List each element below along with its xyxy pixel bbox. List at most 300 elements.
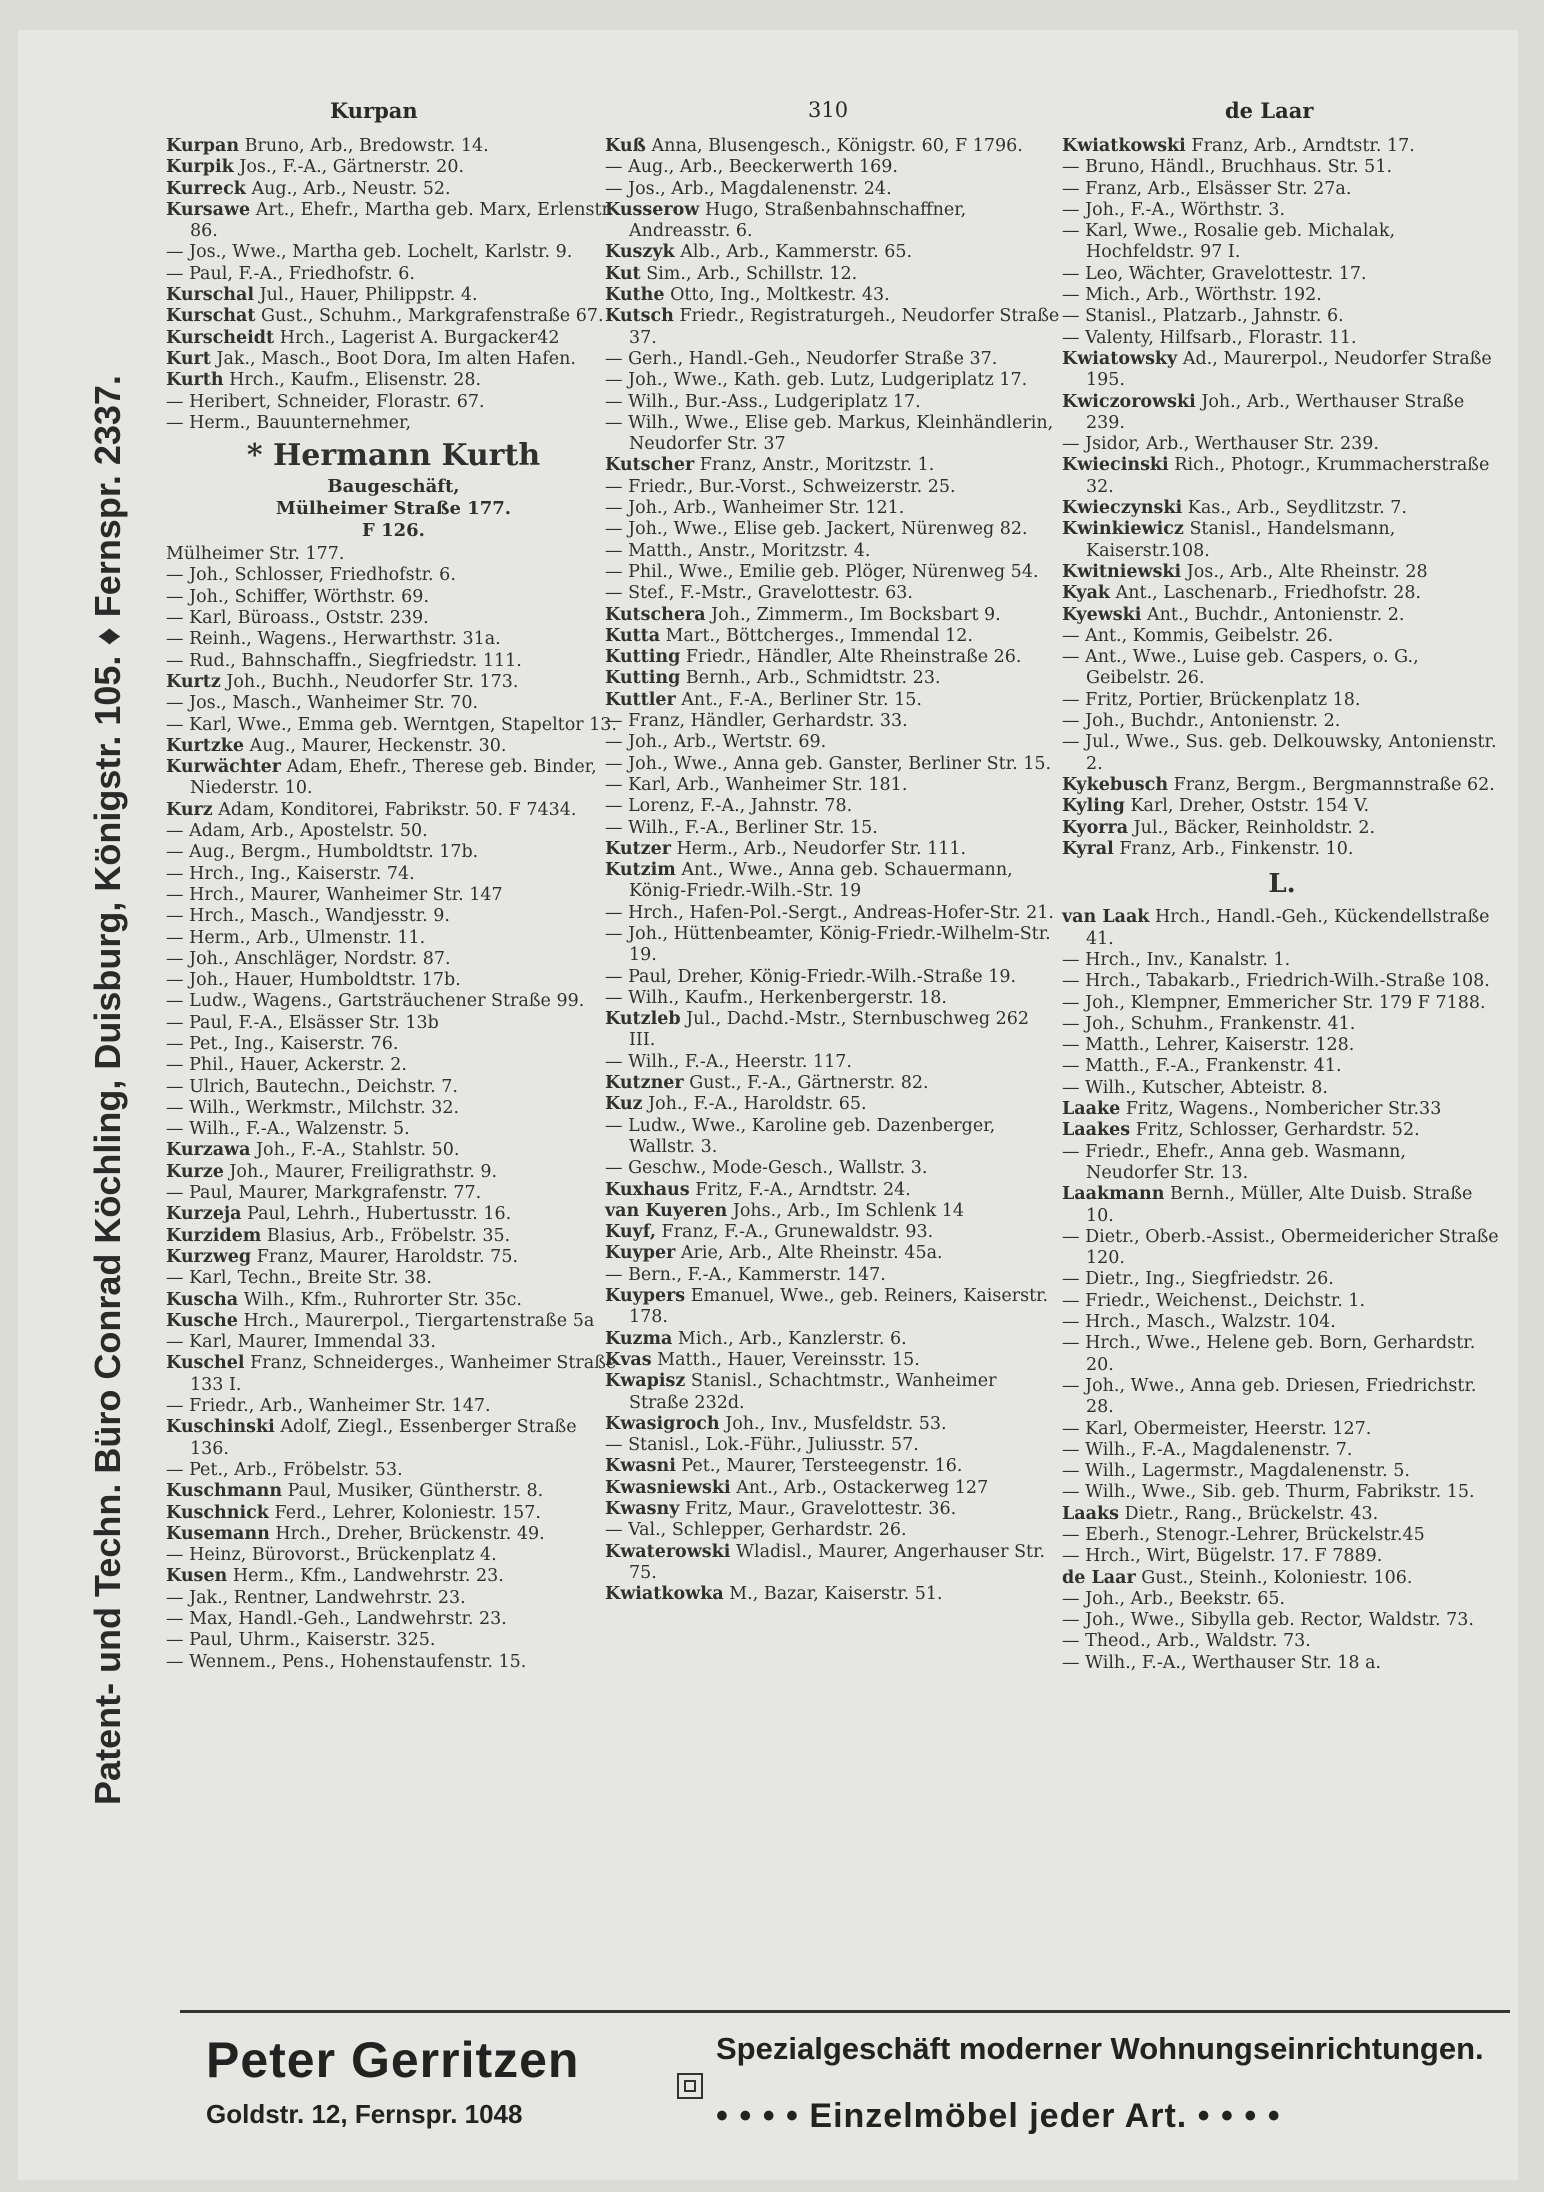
entry-details: — Leo, Wächter, Gravelottestr. 17. — [1062, 263, 1367, 284]
entry-surname: Kurz — [166, 799, 213, 820]
running-head-left: Kurpan — [330, 98, 418, 123]
directory-entry — [1062, 1419, 1502, 1440]
entry-surname: Kwiatowsky — [1062, 348, 1178, 369]
directory-entry — [1062, 1056, 1502, 1077]
entry-surname: Kyral — [1062, 838, 1114, 859]
directory-entry — [166, 672, 621, 693]
directory-entry — [1062, 306, 1502, 327]
entry-details: — Wilh., F.-A., Werthauser Str. 18 a. — [1062, 1652, 1382, 1673]
directory-entry — [1062, 583, 1502, 604]
entry-surname: Kuschinski — [166, 1417, 275, 1438]
entry-details: Fritz, Maur., Gravelottestr. 36. — [684, 1499, 957, 1519]
directory-entry — [1062, 200, 1502, 221]
directory-entry — [166, 885, 621, 906]
directory-entry — [166, 608, 621, 629]
directory-entry — [1062, 1333, 1502, 1376]
entry-details: Joh., Inv., Musfeldstr. 53. — [725, 1413, 947, 1434]
entry-details: Fritz, F.-A., Arndtstr. 24. — [695, 1179, 911, 1200]
entry-details: — Hrch., Masch., Walzstr. 104. — [1062, 1312, 1336, 1333]
entry-details: — Karl, Obermeister, Heerstr. 127. — [1062, 1418, 1372, 1439]
entry-details: — Eberh., Stenogr.-Lehrer, Brückelstr.45 — [1062, 1525, 1425, 1545]
entry-surname: Kurzawa — [166, 1140, 251, 1161]
directory-entry — [605, 1201, 1060, 1222]
directory-entry — [605, 157, 1060, 178]
directory-entry — [605, 392, 1060, 413]
entry-details: — Herm., Arb., Ulmenstr. 11. — [166, 927, 426, 948]
directory-entry — [605, 370, 1060, 391]
entry-details: Joh., Buchh., Neudorfer Str. 173. — [226, 671, 519, 692]
directory-entry — [605, 136, 1060, 157]
directory-entry — [605, 498, 1060, 519]
entry-surname: Kurtzke — [166, 735, 245, 756]
directory-entry — [1062, 1631, 1502, 1652]
entry-details: Stanisl., Handelsmann, Kaiserstr.108. — [1086, 519, 1396, 561]
directory-entry — [1062, 950, 1502, 971]
entry-details: — Wilh., Wwe., Elise geb. Markus, Kleinhändlerin, Neudorfer Str. 37 — [605, 412, 1054, 455]
entry-surname: Kwasni — [605, 1456, 676, 1477]
directory-entry — [166, 1353, 621, 1396]
entry-details: Hrch., Lagerist A. Burgacker42 — [279, 327, 560, 348]
entry-surname: Kutzim — [605, 860, 676, 881]
directory-entry — [166, 1034, 621, 1055]
entry-details: — Joh., Wwe., Sibylla geb. Rector, Waldstr. 73. — [1062, 1610, 1474, 1631]
entry-details: — Dietr., Ing., Siegfriedstr. 26. — [1062, 1269, 1334, 1290]
directory-entry — [166, 1566, 621, 1587]
entry-details: — Hrch., Wwe., Helene geb. Born, Gerhardstr. 20. — [1062, 1333, 1476, 1375]
entry-surname: Kuz — [605, 1094, 643, 1115]
entry-details: Ant., Arb., Ostackerweg 127 — [736, 1477, 989, 1498]
directory-entry — [605, 754, 1060, 775]
directory-entry — [1062, 732, 1502, 775]
entry-details: — Hrch., Ing., Kaiserstr. 74. — [166, 863, 415, 884]
entry-details: Art., Ehefr., Martha geb. Marx, Erlenstr. 86. — [190, 199, 614, 242]
entry-details: — Joh., Hauer, Humboldtstr. 17b. — [166, 970, 461, 991]
directory-entry — [1062, 157, 1502, 178]
directory-entry — [166, 1268, 621, 1289]
directory-entry — [166, 349, 621, 370]
directory-entry — [1062, 519, 1502, 562]
entry-surname: Kut — [605, 263, 641, 284]
directory-entry — [1062, 1078, 1502, 1099]
entry-details: — Ludw., Wwe., Karoline geb. Dazenberger, Wallstr. 3. — [605, 1115, 996, 1157]
entry-details: Kas., Arb., Seydlitzstr. 7. — [1187, 498, 1407, 519]
entry-surname: Kvas — [605, 1349, 652, 1370]
entry-details: Gust., Schuhm., Markgrafenstraße 67. — [261, 306, 604, 327]
directory-entry — [1062, 796, 1502, 817]
entry-details: — Friedr., Bur.-Vorst., Schweizerstr. 25. — [605, 476, 956, 497]
entry-surname: Kuß — [605, 136, 646, 156]
directory-entry — [605, 1456, 1060, 1477]
entry-details: — Wilh., Kaufm., Herkenbergerstr. 18. — [605, 987, 947, 1008]
column-1 — [166, 136, 621, 1673]
entry-surname: Kurth — [166, 370, 224, 391]
directory-entry — [1062, 455, 1502, 498]
directory-entry — [166, 1503, 621, 1524]
entry-details: — Friedr., Ehefr., Anna geb. Wasmann, Neudorfer Str. 13. — [1062, 1141, 1406, 1183]
directory-entry — [1062, 264, 1502, 285]
entry-details: Jos., Arb., Alte Rheinstr. 28 — [1186, 561, 1428, 582]
entry-surname: Kurpik — [166, 157, 234, 178]
directory-entry — [166, 1055, 621, 1076]
directory-entry — [605, 1009, 1060, 1052]
entry-details: — Joh., Schlosser, Friedhofstr. 6. — [166, 565, 456, 586]
directory-entry — [605, 839, 1060, 860]
directory-entry — [166, 200, 621, 243]
directory-entry — [1062, 328, 1502, 349]
entry-details: — Matth., Anstr., Moritzstr. 4. — [605, 540, 871, 561]
directory-entry — [166, 1630, 621, 1651]
entry-details: Paul, Lehrh., Hubertusstr. 16. — [247, 1204, 512, 1225]
entry-surname: Kuyper — [605, 1243, 676, 1264]
directory-entry — [166, 544, 621, 565]
entry-details: — Hrch., Inv., Kanalstr. 1. — [1062, 949, 1291, 970]
directory-entry — [166, 1417, 621, 1460]
entry-details: Mart., Böttcherges., Immendal 12. — [665, 625, 973, 646]
entry-details: — Joh., Schuhm., Frankenstr. 41. — [1062, 1013, 1356, 1034]
directory-entry — [166, 587, 621, 608]
directory-entry — [166, 1098, 621, 1119]
entry-details: — Wilh., F.-A., Magdalenenstr. 7. — [1062, 1439, 1353, 1460]
directory-entry — [605, 179, 1060, 200]
directory-entry — [166, 157, 621, 178]
entry-surname: Kutzleb — [605, 1009, 681, 1030]
directory-entry — [1062, 818, 1502, 839]
entry-details: — Friedr., Arb., Wanheimer Str. 147. — [166, 1396, 491, 1417]
entry-surname: Kutzner — [605, 1073, 684, 1094]
entry-details: M., Bazar, Kaiserstr. 51. — [729, 1584, 943, 1605]
directory-entry — [605, 860, 1060, 903]
directory-entry — [605, 306, 1060, 349]
entry-details: — Hrch., Maurer, Wanheimer Str. 147 — [166, 884, 503, 905]
entry-details: Hrch., Dreher, Brückenstr. 49. — [275, 1523, 545, 1544]
directory-entry — [605, 1414, 1060, 1435]
entry-surname: Kurt — [166, 348, 211, 369]
entry-details: — Friedr., Weichenst., Deichstr. 1. — [1062, 1290, 1366, 1311]
directory-entry — [605, 1243, 1060, 1264]
entry-details: Matth., Hauer, Vereinsstr. 15. — [657, 1349, 920, 1370]
directory-entry — [166, 821, 621, 842]
entry-details: Adam, Ehefr., Therese geb. Binder, Niederstr. 10. — [190, 757, 597, 799]
entry-details: — Joh., Wwe., Kath. geb. Lutz, Ludgeriplatz 17. — [605, 370, 1028, 391]
entry-details: — Lorenz, F.-A., Jahnstr. 78. — [605, 796, 853, 817]
entry-surname: Laakes — [1062, 1120, 1131, 1141]
directory-entry — [605, 796, 1060, 817]
directory-entry — [605, 285, 1060, 306]
entry-details: — Hrch., Masch., Wandjesstr. 9. — [166, 906, 450, 927]
directory-entry — [605, 349, 1060, 370]
ad-specialty: Spezialgeschäft moderner Wohnungseinrichtungen. — [716, 2031, 1484, 2066]
entry-details: Joh., Zimmerm., Im Bocksbart 9. — [711, 604, 1001, 625]
entry-details: — Paul, F.-A., Elsässer Str. 13b — [166, 1012, 439, 1033]
entry-details: Rich., Photogr., Krummacherstraße 32. — [1086, 455, 1490, 497]
entry-surname: Laaks — [1062, 1503, 1119, 1524]
directory-entry — [166, 906, 621, 927]
entry-details: Fritz, Schlosser, Gerhardstr. 52. — [1135, 1120, 1420, 1141]
entry-surname: Kwasniewski — [605, 1477, 731, 1498]
directory-entry — [605, 732, 1060, 753]
directory-entry — [1062, 993, 1502, 1014]
entry-details: — Dietr., Oberb.-Assist., Obermeidericher Straße 120. — [1062, 1226, 1499, 1269]
entry-surname: Kuypers — [605, 1286, 686, 1307]
entry-details: Adolf, Ziegl., Essenberger Straße 136. — [190, 1417, 577, 1459]
entry-surname: Kwiczorowski — [1062, 391, 1196, 412]
directory-entry — [166, 1183, 621, 1204]
entry-details: — Stef., F.-Mstr., Gravelottestr. 63. — [605, 583, 913, 604]
page-number: 310 — [808, 98, 849, 122]
directory-entry — [1062, 971, 1502, 992]
entry-details: — Stanisl., Platzarb., Jahnstr. 6. — [1062, 306, 1344, 327]
entry-surname: Kurtz — [166, 671, 221, 692]
directory-entry — [1062, 285, 1502, 306]
entry-surname: Kwitniewski — [1062, 561, 1182, 582]
directory-entry — [166, 242, 621, 263]
entry-surname: Kwiecinski — [1062, 455, 1169, 476]
directory-entry — [166, 306, 621, 327]
entry-details: Ad., Maurerpol., Neudorfer Straße 195. — [1086, 348, 1492, 391]
entry-surname: Kurzeja — [166, 1204, 242, 1225]
entry-surname: Kuszyk — [605, 242, 675, 263]
entry-details: Mich., Arb., Kanzlerstr. 6. — [677, 1328, 907, 1349]
directory-entry — [166, 800, 621, 821]
entry-details: — Paul, Dreher, König-Friedr.-Wilh.-Straße 19. — [605, 966, 1017, 987]
entry-details: — Wilh., F.-A., Berliner Str. 15. — [605, 817, 878, 838]
directory-entry — [166, 949, 621, 970]
directory-entry — [166, 1545, 621, 1566]
entry-details: — Reinh., Wagens., Herwarthstr. 31a. — [166, 629, 501, 650]
entry-details: — Wilh., F.-A., Heerstr. 117. — [605, 1051, 852, 1072]
directory-entry — [166, 1652, 621, 1673]
entry-surname: Kuyf, — [605, 1222, 656, 1243]
ad-tagline: • • • • Einzelmöbel jeder Art. • • • • — [716, 2097, 1281, 2135]
entry-details: Dietr., Rang., Brückelstr. 43. — [1124, 1503, 1379, 1524]
entry-details: Bernh., Müller, Alte Duisb. Straße 10. — [1086, 1184, 1473, 1226]
ornament-icon — [677, 2073, 703, 2099]
entry-details: Gust., F.-A., Gärtnerstr. 82. — [689, 1073, 929, 1094]
directory-entry — [605, 1116, 1060, 1159]
directory-entry — [166, 1077, 621, 1098]
entry-details: — Valenty, Hilfsarb., Florastr. 11. — [1062, 327, 1357, 348]
directory-entry — [605, 519, 1060, 540]
directory-entry — [166, 991, 621, 1012]
entry-details: Franz, Maurer, Haroldstr. 75. — [256, 1246, 519, 1267]
entry-details: Arie, Arb., Alte Rheinstr. 45a. — [680, 1243, 943, 1264]
entry-details: — Pet., Ing., Kaiserstr. 76. — [166, 1033, 399, 1054]
entry-details: — Karl, Büroass., Oststr. 239. — [166, 608, 429, 629]
entry-details: Aug., Arb., Neustr. 52. — [251, 178, 451, 199]
directory-entry — [166, 1609, 621, 1630]
directory-entry — [166, 757, 621, 800]
directory-entry — [166, 285, 621, 306]
directory-entry — [1062, 626, 1502, 647]
directory-entry — [1062, 1142, 1502, 1185]
entry-details: — Wilh., F.-A., Walzenstr. 5. — [166, 1119, 410, 1140]
directory-entry — [1062, 1482, 1502, 1503]
directory-entry — [166, 1311, 621, 1332]
entry-details: — Jul., Wwe., Sus. geb. Delkouwsky, Antonienstr. 2. — [1062, 732, 1497, 774]
directory-entry — [1062, 349, 1502, 392]
entry-details: — Heribert, Schneider, Florastr. 67. — [166, 391, 485, 412]
directory-entry — [605, 690, 1060, 711]
directory-entry — [1062, 907, 1502, 950]
entry-details: — Fritz, Portier, Brückenplatz 18. — [1062, 689, 1361, 710]
inline-advertisement — [166, 436, 621, 542]
directory-entry — [1062, 562, 1502, 583]
entry-details: — Karl, Arb., Wanheimer Str. 181. — [605, 774, 908, 795]
entry-surname: Kurzidem — [166, 1225, 262, 1246]
entry-surname: Kursawe — [166, 199, 251, 220]
directory-entry — [605, 967, 1060, 988]
directory-entry — [605, 1052, 1060, 1073]
directory-entry — [1062, 1504, 1502, 1525]
entry-details: — Matth., F.-A., Frankenstr. 41. — [1062, 1056, 1342, 1077]
directory-entry — [605, 1499, 1060, 1520]
entry-details: Gust., Steinh., Koloniestr. 106. — [1141, 1567, 1413, 1588]
entry-surname: Kwiatkowka — [605, 1584, 724, 1605]
entry-details: — Jsidor, Arb., Werthauser Str. 239. — [1062, 434, 1379, 455]
entry-details: — Joh., Anschläger, Nordstr. 87. — [166, 948, 451, 969]
bottom-advertisement — [180, 2010, 1510, 2153]
entry-details: Jul., Hauer, Philippstr. 4. — [259, 285, 478, 306]
directory-entry — [605, 1286, 1060, 1329]
entry-details: — Ant., Kommis, Geibelstr. 26. — [1062, 625, 1334, 646]
entry-details: Franz, Arb., Arndtstr. 17. — [1191, 136, 1415, 156]
entry-surname: Kusche — [166, 1310, 238, 1331]
directory-entry — [605, 647, 1060, 668]
directory-entry — [605, 626, 1060, 647]
entry-surname: Kuschnick — [166, 1502, 269, 1523]
directory-entry — [1062, 605, 1502, 626]
entry-details: Hrch., Kaufm., Elisenstr. 28. — [229, 370, 482, 391]
entry-details: Adam, Konditorei, Fabrikstr. 50. F 7434. — [218, 799, 577, 820]
entry-details: Paul, Musiker, Güntherstr. 8. — [287, 1481, 544, 1502]
entry-surname: Kuttler — [605, 689, 676, 710]
entry-details: — Paul, Maurer, Markgrafenstr. 77. — [166, 1183, 482, 1204]
entry-surname: Kurwächter — [166, 757, 281, 778]
entry-details: — Franz, Händler, Gerhardstr. 33. — [605, 711, 908, 732]
entry-details: — Joh., Schiffer, Wörthstr. 69. — [166, 586, 430, 607]
directory-entry — [166, 1140, 621, 1161]
directory-entry — [1062, 434, 1502, 455]
directory-entry — [605, 1180, 1060, 1201]
entry-details: — Jos., Arb., Magdalenenstr. 24. — [605, 178, 892, 199]
directory-entry — [166, 264, 621, 285]
entry-details: — Joh., Buchdr., Antonienstr. 2. — [1062, 711, 1341, 732]
entry-details: — Wilh., Lagermstr., Magdalenenstr. 5. — [1062, 1461, 1410, 1482]
entry-details: — Ant., Wwe., Luise geb. Caspers, o. G., Geibelstr. 26. — [1062, 647, 1419, 689]
directory-entry — [605, 924, 1060, 967]
entry-details: — Hrch., Hafen-Pol.-Sergt., Andreas-Hofer-Str. 21. — [605, 902, 1054, 923]
entry-details: Hrch., Maurerpol., Tiergartenstraße 5a — [243, 1310, 595, 1331]
directory-entry — [166, 1332, 621, 1353]
entry-details: — Rud., Bahnschaffn., Siegfriedstr. 111. — [166, 650, 522, 671]
entry-details: — Karl, Wwe., Rosalie geb. Michalak, Hochfeldstr. 97 I. — [1062, 221, 1396, 263]
directory-entry — [605, 1158, 1060, 1179]
entry-details: — Theod., Arb., Waldstr. 73. — [1062, 1631, 1311, 1652]
entry-surname: Kutting — [605, 668, 681, 689]
directory-entry — [1062, 1546, 1502, 1567]
entry-details: Johs., Arb., Im Schlenk 14 — [732, 1200, 965, 1221]
entry-surname: Kuschmann — [166, 1481, 283, 1502]
directory-entry — [605, 562, 1060, 583]
entry-surname: Kusemann — [166, 1523, 270, 1544]
directory-entry — [1062, 1269, 1502, 1290]
entry-details: — Jak., Rentner, Landwehrstr. 23. — [166, 1587, 466, 1608]
entry-details: — Joh., Arb., Wanheimer Str. 121. — [605, 498, 905, 519]
entry-details: — Karl, Techn., Breite Str. 38. — [166, 1268, 432, 1289]
directory-entry — [1062, 1014, 1502, 1035]
entry-details: — Aug., Arb., Beeckerwerth 169. — [605, 157, 898, 178]
directory-entry — [1062, 647, 1502, 690]
entry-details: Wladisl., Maurer, Angerhauser Str. 75. — [629, 1541, 1046, 1583]
entry-details: — Bruno, Händl., Bruchhaus. Str. 51. — [1062, 157, 1393, 178]
entry-details: Blasius, Arb., Fröbelstr. 35. — [266, 1225, 511, 1246]
directory-entry — [166, 1460, 621, 1481]
directory-entry — [605, 477, 1060, 498]
entry-details: Mülheimer Str. 177. — [166, 544, 345, 565]
directory-entry — [1062, 392, 1502, 435]
entry-details: Hugo, Straßenbahnschaffner, Andreasstr. 6. — [629, 199, 967, 242]
directory-entry — [605, 1094, 1060, 1115]
directory-entry — [166, 1204, 621, 1225]
directory-entry — [1062, 1653, 1502, 1674]
entry-surname: Laake — [1062, 1099, 1121, 1120]
entry-surname: Kutsch — [605, 306, 674, 327]
directory-entry — [605, 1371, 1060, 1414]
directory-entry — [166, 629, 621, 650]
directory-entry — [166, 651, 621, 672]
directory-entry — [166, 565, 621, 586]
directory-entry — [166, 1588, 621, 1609]
directory-entry — [605, 541, 1060, 562]
entry-surname: Kurschal — [166, 285, 254, 306]
entry-details: Ferd., Lehrer, Koloniestr. 157. — [274, 1502, 541, 1523]
entry-surname: Kutting — [605, 647, 681, 668]
entry-details: — Joh., Klempner, Emmericher Str. 179 F 7188. — [1062, 992, 1486, 1013]
entry-surname: Kwiatkowski — [1062, 136, 1186, 156]
entry-details: Franz, Arb., Finkenstr. 10. — [1119, 838, 1354, 859]
column-3 — [1062, 136, 1502, 1674]
entry-surname: Kyak — [1062, 583, 1111, 604]
entry-details: Herm., Kfm., Landwehrstr. 23. — [232, 1566, 504, 1587]
directory-entry — [605, 818, 1060, 839]
entry-details: — Joh., F.-A., Wörthstr. 3. — [1062, 199, 1286, 220]
directory-entry — [605, 1350, 1060, 1371]
entry-surname: Kutscher — [605, 455, 695, 476]
directory-entry — [605, 1329, 1060, 1350]
entry-details: Jak., Masch., Boot Dora, Im alten Hafen. — [216, 348, 576, 369]
entry-details: — Bern., F.-A., Kammerstr. 147. — [605, 1264, 886, 1285]
directory-entry — [605, 903, 1060, 924]
directory-entry — [605, 583, 1060, 604]
entry-details: — Jos., Wwe., Martha geb. Lochelt, Karlstr. 9. — [166, 242, 573, 263]
entry-surname: van Kuyeren — [605, 1200, 728, 1221]
entry-surname: Kykebusch — [1062, 774, 1169, 795]
entry-details: — Aug., Bergm., Humboldtstr. 17b. — [166, 842, 479, 863]
directory-entry — [1062, 1312, 1502, 1333]
directory-entry — [166, 842, 621, 863]
directory-entry — [1062, 775, 1502, 796]
entry-details: — Wilh., Bur.-Ass., Ludgeriplatz 17. — [605, 391, 921, 412]
entry-surname: Kuscha — [166, 1289, 239, 1310]
entry-details: Jos., F.-A., Gärtnerstr. 20. — [239, 157, 465, 178]
entry-surname: Kutzer — [605, 838, 671, 859]
directory-entry — [166, 864, 621, 885]
directory-entry — [605, 1478, 1060, 1499]
directory-entry — [1062, 498, 1502, 519]
directory-entry — [605, 1435, 1060, 1456]
section-letter: L. — [1268, 869, 1296, 900]
entry-surname: Kuzma — [605, 1328, 673, 1349]
